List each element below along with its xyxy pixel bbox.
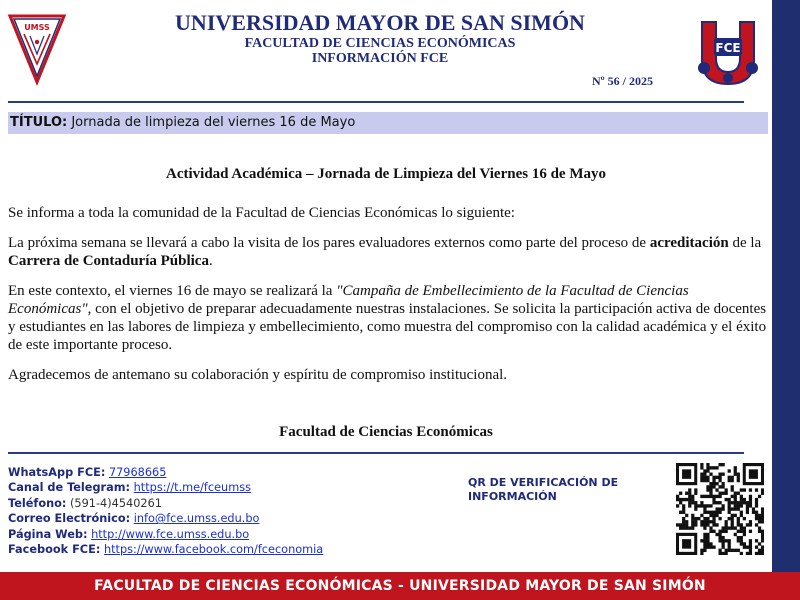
title-label: TÍTULO: (10, 115, 68, 130)
paragraph-accreditation (8, 234, 768, 270)
svg-text:UMSS: UMSS (24, 23, 50, 32)
title-band (8, 112, 768, 134)
bold-career: Carrera de Contaduría Pública (8, 253, 209, 269)
whatsapp-link[interactable]: 77968665 (108, 466, 167, 479)
italic-campaign-name: "Campaña de Embellecimiento de la Facultad de Ciencias Económicas" (8, 283, 689, 317)
bulletin-number: Nº 56 / 2025 (592, 74, 653, 88)
fce-logo-icon (692, 14, 764, 86)
contact-label: Facebook FCE: (8, 543, 101, 557)
paragraph-thanks: Agradecemos de antemano su colaboración y espíritu de compromiso institucional. (8, 367, 508, 383)
contact-list (8, 465, 323, 557)
text-span: . (208, 253, 213, 269)
text-span: En este contexto, el viernes 16 de mayo se realizará la (8, 283, 337, 299)
umss-logo-icon (8, 10, 66, 88)
facebook-link[interactable]: https://www.facebook.com/fceconomia (103, 543, 324, 557)
footer-divider (8, 452, 744, 454)
document-body (8, 204, 768, 396)
contact-email (8, 511, 323, 526)
bold-accreditation: acreditación (649, 235, 729, 251)
contact-label: Página Web: (8, 527, 88, 541)
university-name: UNIVERSIDAD MAYOR DE SAN SIMÓN (175, 10, 585, 35)
footer-banner: FACULTAD DE CIENCIAS ECONÓMICAS - UNIVERSIDAD MAYOR DE SAN SIMÓN (0, 572, 800, 600)
website-link[interactable]: http://www.fce.umss.edu.bo (91, 527, 250, 541)
info-label: INFORMACIÓN FCE (311, 51, 449, 66)
side-bar (772, 0, 800, 572)
header-divider (8, 101, 744, 103)
qr-code-icon (676, 463, 764, 555)
phone-value: (591-4)4540261 (70, 496, 162, 510)
text-span: La próxima semana se llevará a cabo la visita de los pares evaluadores externos como parte del proceso de (8, 235, 650, 251)
contact-web (8, 527, 323, 542)
contact-label: Correo Electrónico: (8, 512, 131, 526)
telegram-link[interactable]: https://t.me/fceumss (133, 481, 251, 495)
faculty-name: FACULTAD DE CIENCIAS ECONÓMICAS (244, 36, 516, 51)
paragraph-intro: Se informa a toda la comunidad de la Facultad de Ciencias Económicas lo siguiente: (8, 205, 515, 221)
signature: Facultad de Ciencias Económicas (279, 424, 493, 440)
contact-telegram (8, 480, 323, 495)
activity-heading: Actividad Académica – Jornada de Limpieza del Viernes 16 de Mayo (166, 166, 606, 182)
text-span: de la (728, 235, 762, 251)
svg-text:FCE: FCE (715, 41, 741, 55)
contact-label: Teléfono: (8, 496, 67, 510)
contact-label: WhatsApp FCE: (8, 466, 106, 479)
email-link[interactable]: info@fce.umss.edu.bo (133, 512, 260, 526)
contact-facebook (8, 542, 323, 557)
title-value: Jornada de limpieza del viernes 16 de Mayo (67, 115, 356, 130)
text-span: , con el objetivo de preparar adecuadamente nuestras instalaciones. Se solicita la participación activa de docentes y estudiantes en las labores de limpieza y embellecimiento, como muestra del compromiso con la calidad académica y el éxito de este importante proceso. (8, 301, 767, 353)
document-header (100, 10, 660, 66)
contact-phone (8, 496, 323, 511)
paragraph-campaign (8, 282, 768, 354)
qr-label: QR DE VERIFICACIÓN DE INFORMACIÓN (468, 476, 619, 503)
contact-label: Canal de Telegram: (8, 481, 131, 495)
contact-whatsapp (8, 465, 323, 480)
